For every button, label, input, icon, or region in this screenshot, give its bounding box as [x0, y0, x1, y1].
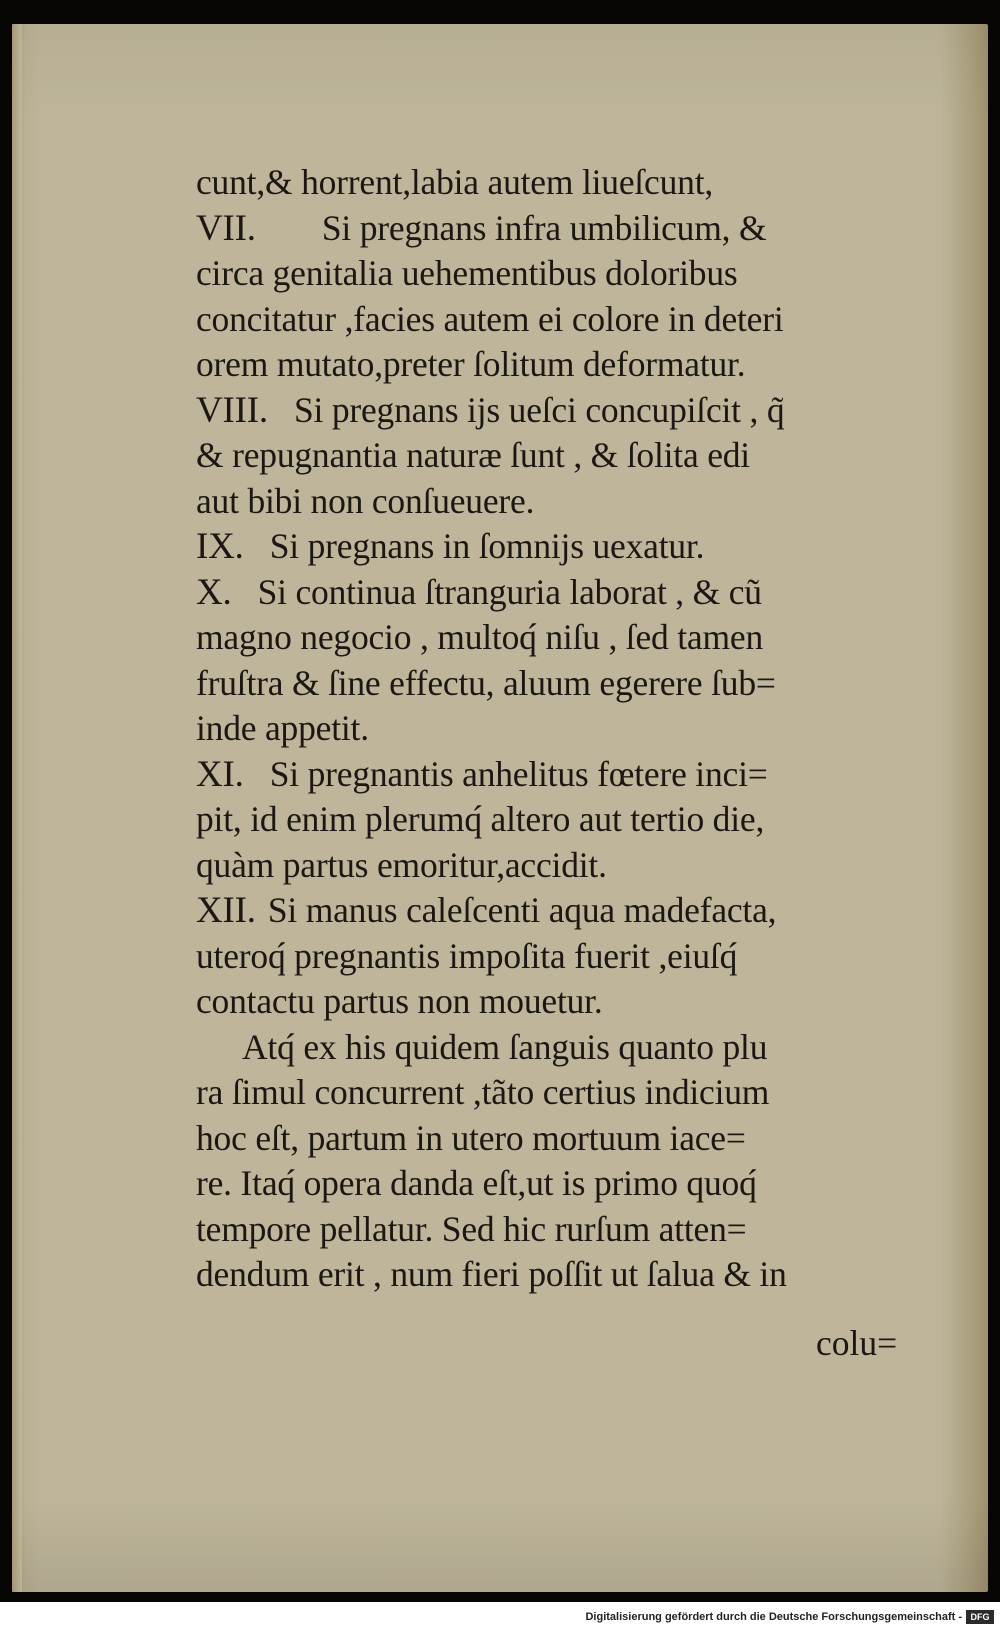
entry-line — [196, 570, 924, 616]
line-text: Atq́ ex his quidem ſanguis quanto plu — [242, 1026, 768, 1067]
line-text: fruſtra & ſine effectu, aluum egerere ſub= — [196, 662, 776, 703]
entry-number: XI. — [196, 753, 244, 795]
text-line — [196, 342, 924, 388]
line-text: uteroq́ pregnantis impoſita fuerit ,eiuſq́ — [196, 935, 738, 976]
dfg-logo: DFG — [966, 1610, 994, 1624]
entry-line — [196, 752, 924, 798]
entry-line — [196, 388, 924, 434]
text-line — [196, 251, 924, 297]
line-text: dendum erit , num fieri poſſit ut ſalua & in — [196, 1254, 787, 1294]
text-line — [196, 297, 924, 343]
text-line — [196, 1070, 924, 1116]
line-text: pit, id enim plerumq́ altero aut tertio die, — [196, 799, 765, 839]
entry-number: XII. — [196, 890, 256, 931]
line-text: concitatur ,facies autem ei colore in deteri — [196, 298, 784, 339]
line-text: orem mutato,preter ſolitum deformatur. — [196, 344, 746, 384]
line-text: ra ſimul concurrent ,tãto certius indicium — [196, 1072, 770, 1112]
entry-line — [196, 888, 924, 934]
line-text: cunt,& horrent,labia autem liueſcunt, — [196, 162, 714, 202]
line-text: hoc eſt, partum in utero mortuum iace= — [196, 1117, 746, 1158]
text-line — [196, 479, 924, 525]
line-text: Si pregnans ijs ueſci concupiſcit , q̃ — [293, 389, 785, 430]
text-line — [196, 661, 924, 707]
entry-line — [196, 206, 924, 252]
digitization-footer — [0, 1602, 1000, 1630]
text-line — [196, 160, 924, 206]
line-text: Si pregnans infra umbilicum, & — [321, 207, 767, 248]
paragraph-start-line — [196, 1025, 924, 1071]
entry-number: VIII. — [196, 389, 268, 431]
text-line — [196, 979, 924, 1025]
line-text: re. Itaq́ opera danda eſt,ut is primo quoq́ — [196, 1163, 757, 1203]
line-text: & repugnantia naturæ ſunt , & ſolita edi — [196, 435, 750, 475]
entry-number: X. — [196, 571, 232, 613]
text-line — [196, 797, 924, 843]
entry-number: IX. — [196, 526, 244, 567]
line-text: magno negocio , multoq́ niſu , ſed tamen — [196, 617, 763, 657]
line-text: contactu partus non mouetur. — [196, 981, 603, 1021]
entry-number: VII. — [196, 207, 256, 249]
line-text: inde appetit. — [196, 708, 369, 748]
text-line — [196, 1207, 924, 1253]
catchword: colu= — [816, 1323, 898, 1363]
body-text — [196, 160, 924, 1298]
line-text: quàm partus emoritur,accidit. — [196, 844, 607, 885]
text-line — [196, 1161, 924, 1207]
funding-credit: Digitalisierung gefördert durch die Deutsche Forschungsgemeinschaft - — [585, 1611, 962, 1623]
line-text: circa genitalia uehementibus doloribus — [196, 253, 738, 293]
line-text: tempore pellatur. Sed hic rurſum atten= — [196, 1208, 747, 1249]
line-text: Si continua ſtranguria laborat , & cũ — [257, 571, 762, 612]
text-line — [196, 615, 924, 661]
text-line — [196, 934, 924, 980]
line-text: Si pregnantis anhelitus fœtere inci= — [269, 753, 768, 794]
line-text: Si manus caleſcenti aqua madefacta, — [267, 890, 777, 930]
entry-line — [196, 524, 924, 570]
text-line — [196, 433, 924, 479]
page-gutter — [12, 24, 22, 1592]
text-line — [196, 843, 924, 889]
text-line — [196, 706, 924, 752]
text-line — [196, 1252, 924, 1298]
text-line — [196, 1116, 924, 1162]
line-text: Si pregnans in ſomnijs uexatur. — [269, 526, 705, 566]
line-text: aut bibi non conſueuere. — [196, 480, 535, 521]
